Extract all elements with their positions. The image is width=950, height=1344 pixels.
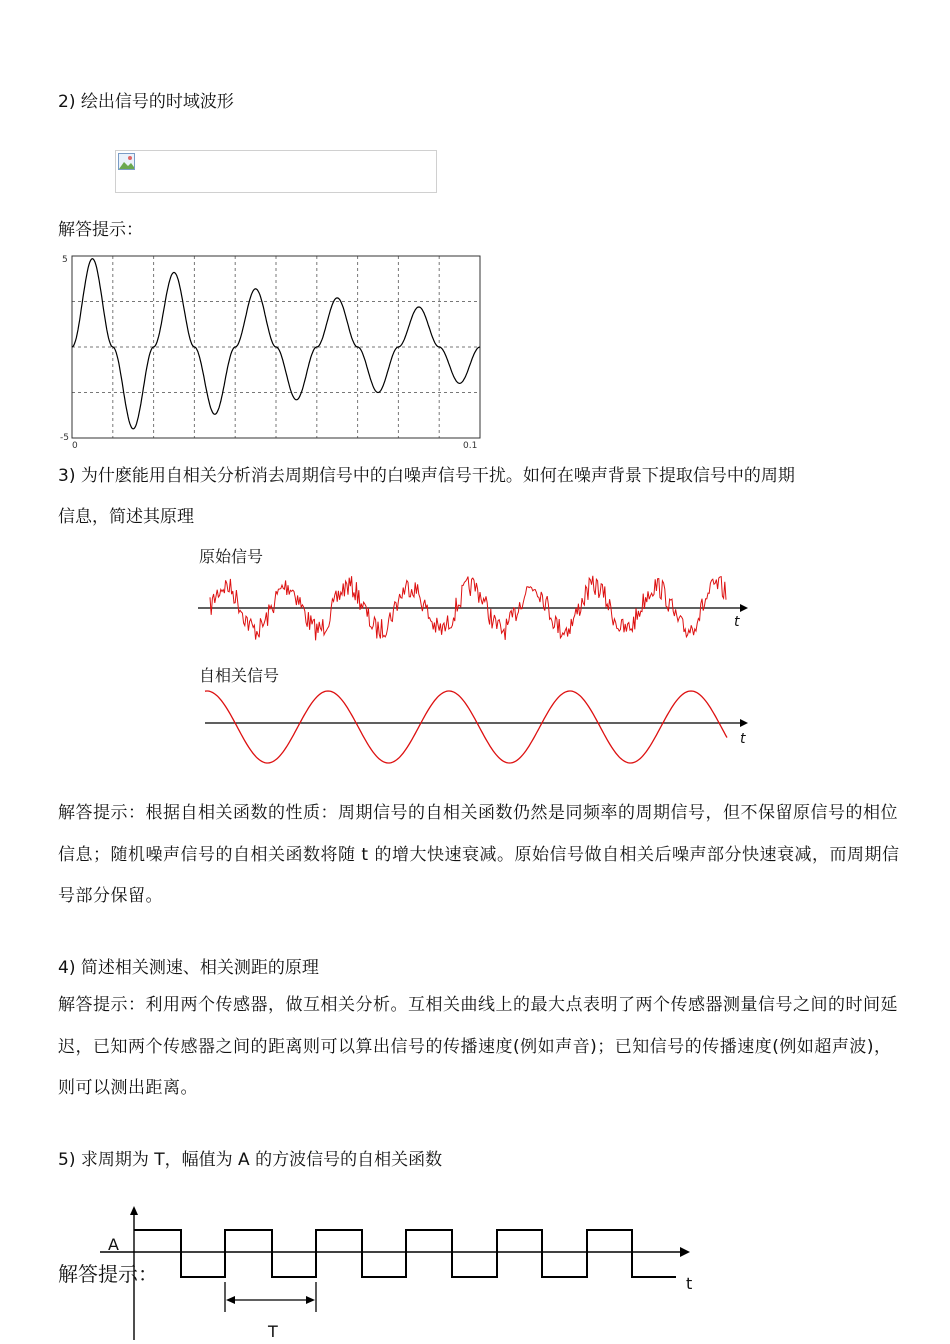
x-tick-label-right: 0.1 [463, 441, 478, 451]
q5-hint-label: 解答提示： [58, 1262, 158, 1286]
period-arrow-left [226, 1296, 235, 1304]
q3-title-line1: 3) 为什麽能用自相关分析消去周期信号中的白噪声信号干扰。如何在噪声背景下提取信号中的周期 [58, 466, 795, 486]
amplitude-axis-arrow [130, 1206, 138, 1215]
y-tick-label-bottom: -5 [60, 433, 69, 443]
q2-title: 2) 绘出信号的时域波形 [58, 92, 234, 112]
q2-hint-label: 解答提示： [58, 220, 143, 240]
q5-title: 5) 求周期为 T，幅值为 A 的方波信号的自相关函数 [58, 1150, 443, 1170]
square-wave-line [134, 1230, 676, 1277]
label-T: T [268, 1322, 278, 1341]
label-autocorr-signal: 自相关信号 [199, 666, 280, 685]
autocorr-t-label: t [740, 731, 746, 747]
q3-answer: 解答提示：根据自相关函数的性质：周期信号的自相关函数仍然是同频率的周期信号，但不保留原信号的相位信息；随机噪声信号的自相关函数将随 t 的增大快速衰减。原始信号做自相关后噪声部分快速衰减，而周期信号部分保留。 [58, 803, 900, 906]
q4-title: 4) 简述相关测速、相关测距的原理 [58, 958, 319, 978]
q3-title-line2: 信息，简述其原理 [58, 507, 194, 527]
t-axis-arrow [680, 1247, 690, 1257]
q4-answer: 解答提示：利用两个传感器，做互相关分析。互相关曲线上的最大点表明了两个传感器测量信号之间的时间延迟，已知两个传感器之间的距离则可以算出信号的传播速度(例如声音)；已知信号的传播速度(例如超声波)，则可以测出距离。 [58, 995, 898, 1098]
label-t: t [686, 1274, 693, 1293]
label-original-signal: 原始信号 [199, 547, 264, 566]
x-tick-label-left: 0 [72, 441, 78, 451]
label-A: A [108, 1235, 119, 1254]
y-tick-label-top: 5 [62, 255, 68, 265]
original-t-label: t [734, 614, 740, 630]
period-arrow-right [306, 1296, 315, 1304]
